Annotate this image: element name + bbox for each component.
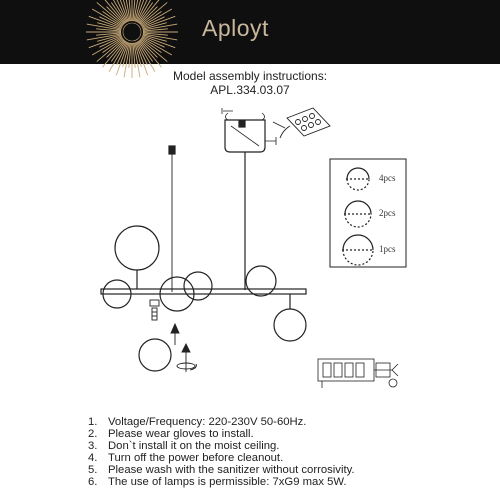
instruction-list bbox=[88, 417, 355, 488]
glass-globes bbox=[103, 226, 306, 371]
header-banner bbox=[0, 0, 500, 64]
model-number: APL.334.03.07 bbox=[210, 83, 290, 97]
instruction-item: 3. Don`t install it on the moist ceiling. bbox=[88, 439, 280, 452]
cable-grip bbox=[169, 146, 175, 154]
part-qty-4pcs: 4pcs bbox=[379, 173, 396, 183]
wire-terminal-detail bbox=[280, 108, 330, 138]
wiring-diagram bbox=[318, 359, 398, 388]
instruction-item: 6. The use of lamps is permissible: 7xG9 max 5W. bbox=[88, 475, 347, 488]
instruction-item: 2. Please wear gloves to install. bbox=[88, 427, 254, 440]
part-qty-1pcs: 1pcs bbox=[379, 244, 396, 254]
part-globe-large bbox=[342, 235, 374, 265]
sunburst-logo-icon bbox=[84, 0, 180, 80]
assembly-diagram bbox=[0, 98, 500, 414]
part-globe-medium bbox=[344, 201, 372, 227]
main-bar bbox=[101, 289, 306, 294]
instruction-item: 5. Please wash with the sanitizer without corrosivity. bbox=[88, 463, 355, 476]
brand-name: Aployt bbox=[202, 15, 269, 41]
part-qty-2pcs: 2pcs bbox=[379, 208, 396, 218]
doc-title: Model assembly instructions: bbox=[172, 69, 328, 83]
ceiling-canopy bbox=[222, 108, 285, 168]
instruction-item: 1. Voltage/Frequency: 220-230V 50-60Hz. bbox=[88, 416, 307, 428]
part-globe-small bbox=[346, 168, 370, 190]
instruction-item: 4. Turn off the power before cleanout. bbox=[88, 451, 284, 464]
